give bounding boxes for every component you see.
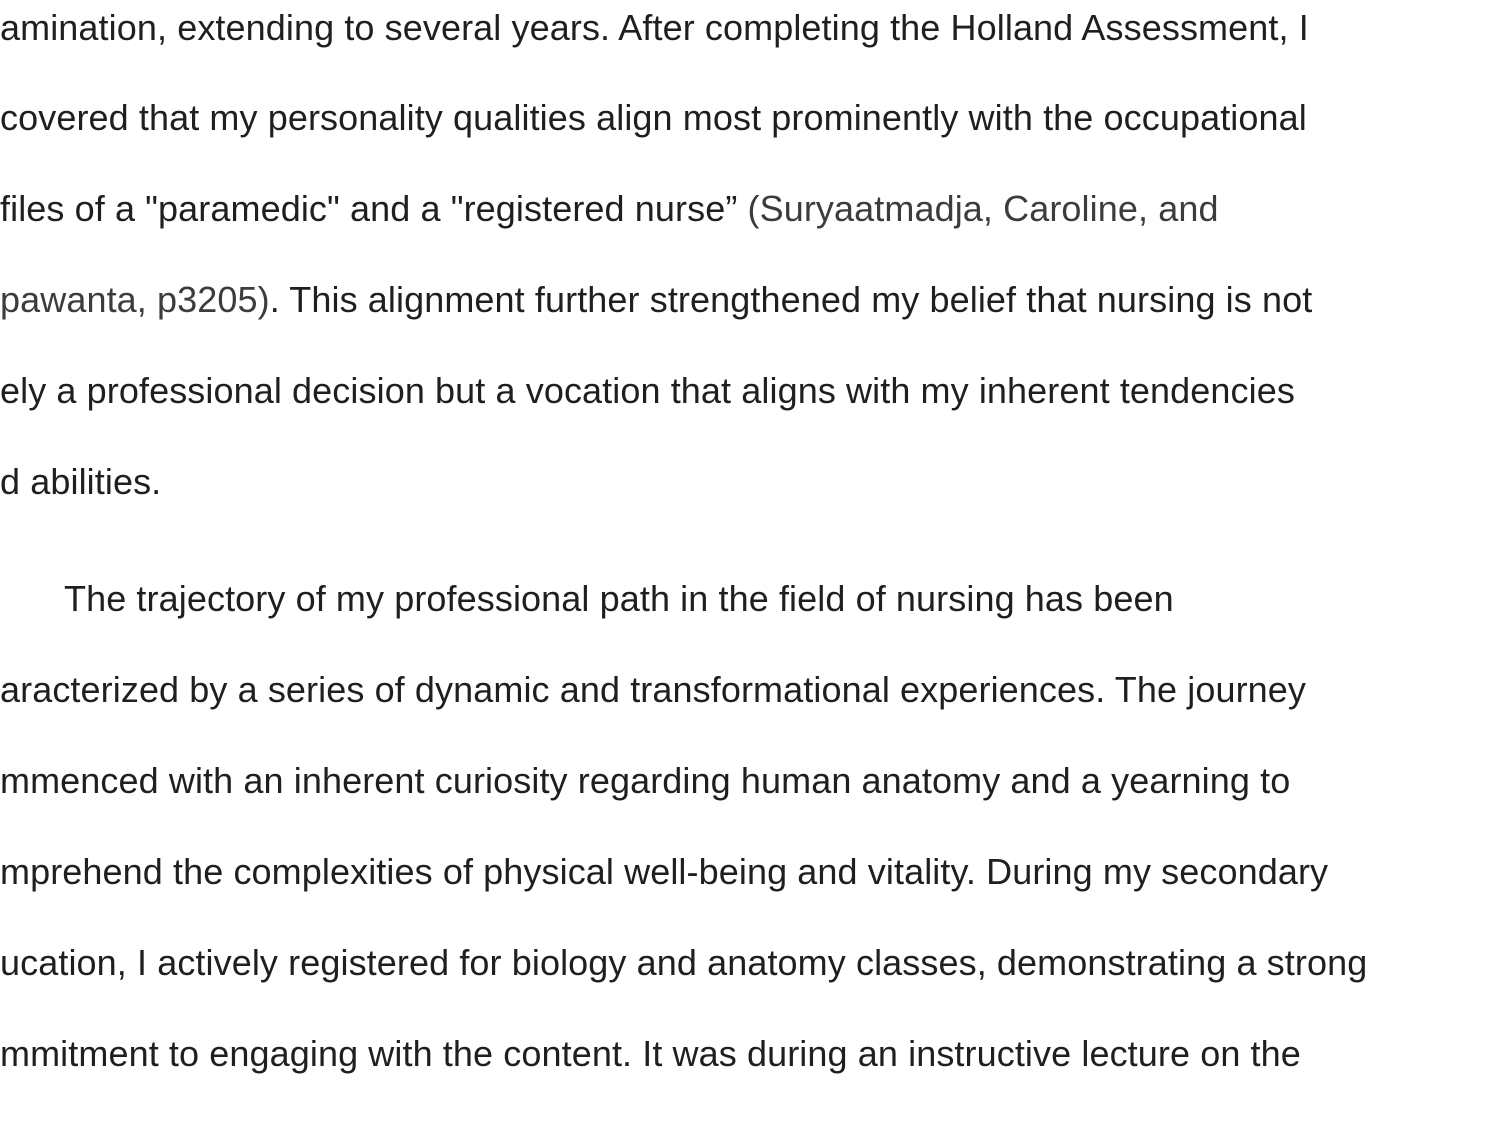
line-text: mmitment to engaging with the content. It was during an instructive lecture on the <box>0 1033 1301 1074</box>
paragraph-line <box>0 369 1295 413</box>
line-text: amination, extending to several years. After completing the Holland Assessment, I <box>0 7 1309 48</box>
line-text: ucation, I actively registered for biology and anatomy classes, demonstrating a strong <box>0 942 1368 983</box>
line-text: aracterized by a series of dynamic and transformational experiences. The journey <box>0 669 1307 710</box>
paragraph-line <box>0 96 1307 140</box>
paragraph-line <box>0 187 1219 231</box>
paragraph-line <box>0 460 161 504</box>
line-text: . This alignment further strengthened my belief that nursing is not <box>269 279 1313 320</box>
line-text: files of a "paramedic" and a "registered nurse” <box>0 188 748 229</box>
citation-text: (Suryaatmadja, Caroline, and <box>747 188 1219 229</box>
paragraph-line <box>0 668 1306 712</box>
line-text: covered that my personality qualities align most prominently with the occupational <box>0 97 1307 138</box>
line-text: ely a professional decision but a vocation that aligns with my inherent tendencies <box>0 370 1295 411</box>
line-text: mprehend the complexities of physical well-being and vitality. During my secondary <box>0 851 1329 892</box>
paragraph-line <box>0 6 1309 50</box>
citation-text: pawanta, p3205) <box>0 279 270 320</box>
paragraph-line <box>0 278 1312 322</box>
paragraph-line <box>0 759 1290 803</box>
paragraph-line <box>0 941 1367 985</box>
line-text: The trajectory of my professional path in the field of nursing has been <box>64 578 1174 619</box>
line-text: mmenced with an inherent curiosity regarding human anatomy and a yearning to <box>0 760 1291 801</box>
paragraph-line <box>0 1032 1301 1076</box>
paragraph-first-line <box>64 577 1174 621</box>
paragraph-line <box>0 850 1328 894</box>
line-text: d abilities. <box>0 461 162 502</box>
